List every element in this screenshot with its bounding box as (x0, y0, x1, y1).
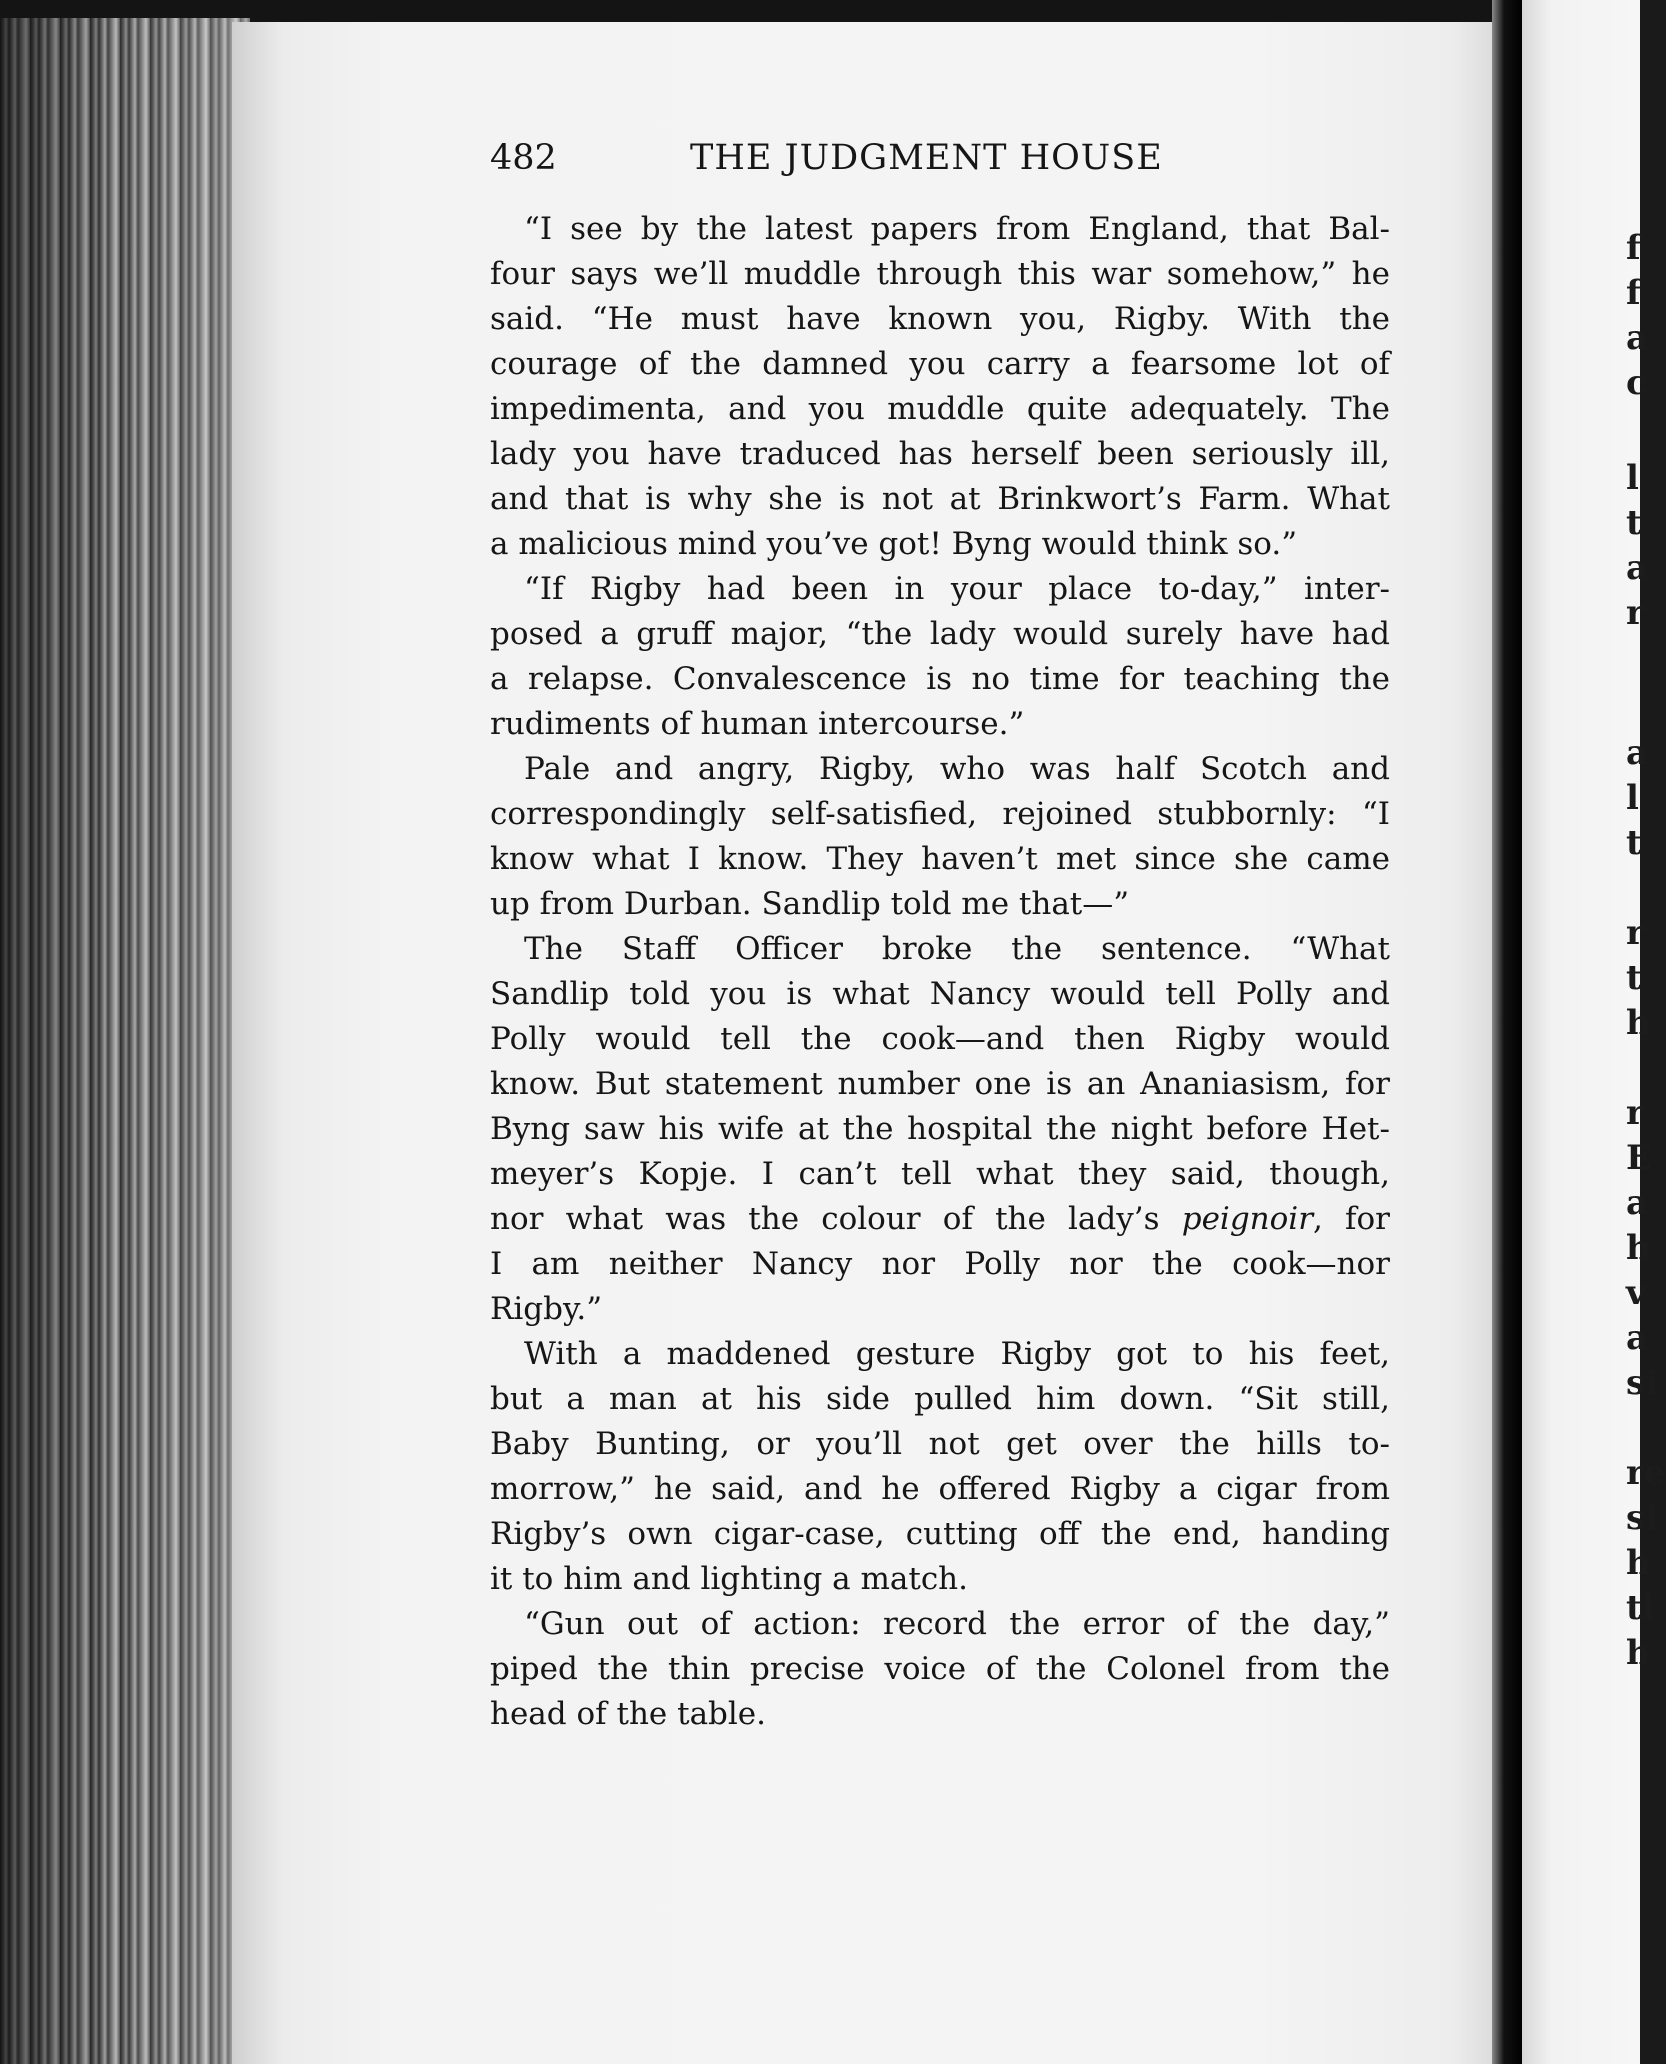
text-line (490, 567, 1390, 612)
right-page-fragment: l (1626, 778, 1639, 818)
text-line-tail: , for (1313, 1201, 1391, 1237)
page-header (490, 138, 1180, 188)
text-line (490, 1377, 1390, 1422)
right-page-fragment: t (1626, 958, 1642, 998)
text-line-content: posed a gruff major, “the lady would surely have had (490, 616, 1390, 652)
text-line-content: up from Durban. Sandlip told me that—” (490, 886, 1130, 922)
text-line-content: know. But statement number one is an Ananiasism, for (490, 1066, 1390, 1102)
text-line-content: Sandlip told you is what Nancy would tell Polly and (490, 976, 1390, 1012)
right-page-fragment: l (1626, 458, 1639, 498)
text-line-content: Polly would tell the cook—and then Rigby would (490, 1021, 1390, 1057)
text-line-content: nor what was the colour of the lady’s (490, 1201, 1160, 1237)
text-line-content: “If Rigby had been in your place to-day,” inter- (524, 571, 1390, 607)
right-page-fragment: r (1626, 593, 1644, 633)
page-body-text (490, 207, 1390, 1737)
page-number: 482 (490, 138, 557, 178)
right-page-fragment: sl (1626, 1498, 1659, 1538)
running-title: THE JUDGMENT HOUSE (690, 138, 1163, 178)
text-line (490, 1692, 1390, 1737)
right-page-fragment: tl (1626, 1588, 1655, 1628)
text-line-content: but a man at his side pulled him down. “Sit still, (490, 1381, 1390, 1417)
text-line (490, 1557, 1390, 1602)
text-line-content: correspondingly self-satisfied, rejoined stubbornly: “I (490, 796, 1390, 832)
right-page-fragment: r (1626, 913, 1644, 953)
text-line-content: lady you have traduced has herself been seriously ill, (490, 436, 1390, 472)
text-line-content: said. “He must have known you, Rigby. With the (490, 301, 1390, 337)
right-page-fragment: a (1626, 548, 1649, 588)
text-line-content: Rigby’s own cigar-case, cutting off the end, handing (490, 1516, 1390, 1552)
text-line (490, 702, 1390, 747)
text-line-content: courage of the damned you carry a fearsome lot of (490, 346, 1390, 382)
text-line (490, 972, 1390, 1017)
right-page-fragment: h (1626, 1633, 1651, 1673)
text-line-content: meyer’s Kopje. I can’t tell what they said, though, (490, 1156, 1390, 1192)
text-line-content: morrow,” he said, and he offered Rigby a cigar from (490, 1471, 1390, 1507)
text-line (490, 747, 1390, 792)
right-page-fragment: si (1626, 1363, 1659, 1403)
right-page-fragment: a (1626, 318, 1649, 358)
text-line-content: a relapse. Convalescence is no time for teaching the (490, 661, 1390, 697)
right-page-fragment: h (1626, 1228, 1651, 1268)
text-line (490, 1602, 1390, 1647)
text-line-content: rudiments of human intercourse.” (490, 706, 1025, 742)
text-line (490, 837, 1390, 882)
text-line (490, 252, 1390, 297)
text-line-content: Pale and angry, Rigby, who was half Scotch and (524, 751, 1390, 787)
text-line (490, 342, 1390, 387)
text-line (490, 207, 1390, 252)
right-page-fragment: h (1626, 1003, 1651, 1043)
right-page-fragment: v (1626, 1273, 1646, 1313)
italic-word: peignoir (1181, 1201, 1314, 1237)
text-line (490, 1152, 1390, 1197)
text-line (490, 1062, 1390, 1107)
text-line-content: piped the thin precise voice of the Colonel from the (490, 1651, 1390, 1687)
right-page-fragment: a (1626, 733, 1649, 773)
right-page-fragment: r (1626, 1093, 1644, 1133)
text-line-content: Byng saw his wife at the hospital the night before Het- (490, 1111, 1390, 1147)
text-line (490, 477, 1390, 522)
text-line (490, 1107, 1390, 1152)
text-line-content: know what I know. They haven’t met since she came (490, 841, 1390, 877)
text-line (490, 1422, 1390, 1467)
text-line-content: impedimenta, and you muddle quite adequately. The (490, 391, 1390, 427)
text-line (490, 297, 1390, 342)
text-line (490, 657, 1390, 702)
text-line-content: The Staff Officer broke the sentence. “What (524, 931, 1390, 967)
text-line-content: head of the table. (490, 1696, 767, 1732)
right-page-fragment: t (1626, 823, 1642, 863)
right-page-fragment: re (1626, 1453, 1666, 1493)
right-page-edge (1522, 0, 1666, 2064)
text-line (490, 1332, 1390, 1377)
text-line-content: Rigby.” (490, 1291, 603, 1327)
text-line-content: I am neither Nancy nor Polly nor the cook—nor (490, 1246, 1390, 1282)
text-line-content: it to him and lighting a match. (490, 1561, 969, 1597)
text-line-content: Baby Bunting, or you’ll not get over the hills to- (490, 1426, 1390, 1462)
text-line (490, 927, 1390, 972)
text-line (490, 1467, 1390, 1512)
text-line (490, 1017, 1390, 1062)
right-page-fragment: E (1626, 1138, 1652, 1178)
right-page-fragment: c (1626, 363, 1647, 403)
right-page-fragment: a (1626, 1318, 1649, 1358)
book-gutter (1492, 0, 1522, 2064)
text-line-content: With a maddened gesture Rigby got to his feet, (524, 1336, 1390, 1372)
right-page-fragment: a (1626, 1183, 1649, 1223)
text-line (490, 1242, 1390, 1287)
text-line (490, 1512, 1390, 1557)
text-line-content: and that is why she is not at Brinkwort’s Farm. What (490, 481, 1390, 517)
right-page-fragment: h (1626, 1543, 1651, 1583)
text-line (490, 1287, 1390, 1332)
text-line-content: “I see by the latest papers from England, that Bal- (524, 211, 1390, 247)
text-line (490, 612, 1390, 657)
text-line-content: a malicious mind you’ve got! Byng would think so.” (490, 526, 1298, 562)
right-page-fragment: f (1626, 228, 1641, 268)
text-line (490, 1647, 1390, 1692)
text-line (490, 432, 1390, 477)
book-fore-edge (0, 18, 250, 2064)
text-line (490, 882, 1390, 927)
text-line (490, 387, 1390, 432)
text-line (490, 1197, 1390, 1242)
right-page-fragment: f (1626, 273, 1641, 313)
text-line (490, 792, 1390, 837)
text-line-content: “Gun out of action: record the error of the day,” (524, 1606, 1390, 1642)
right-page-fragment: t (1626, 503, 1642, 543)
text-line (490, 522, 1390, 567)
text-line-content: four says we’ll muddle through this war somehow,” he (490, 256, 1390, 292)
